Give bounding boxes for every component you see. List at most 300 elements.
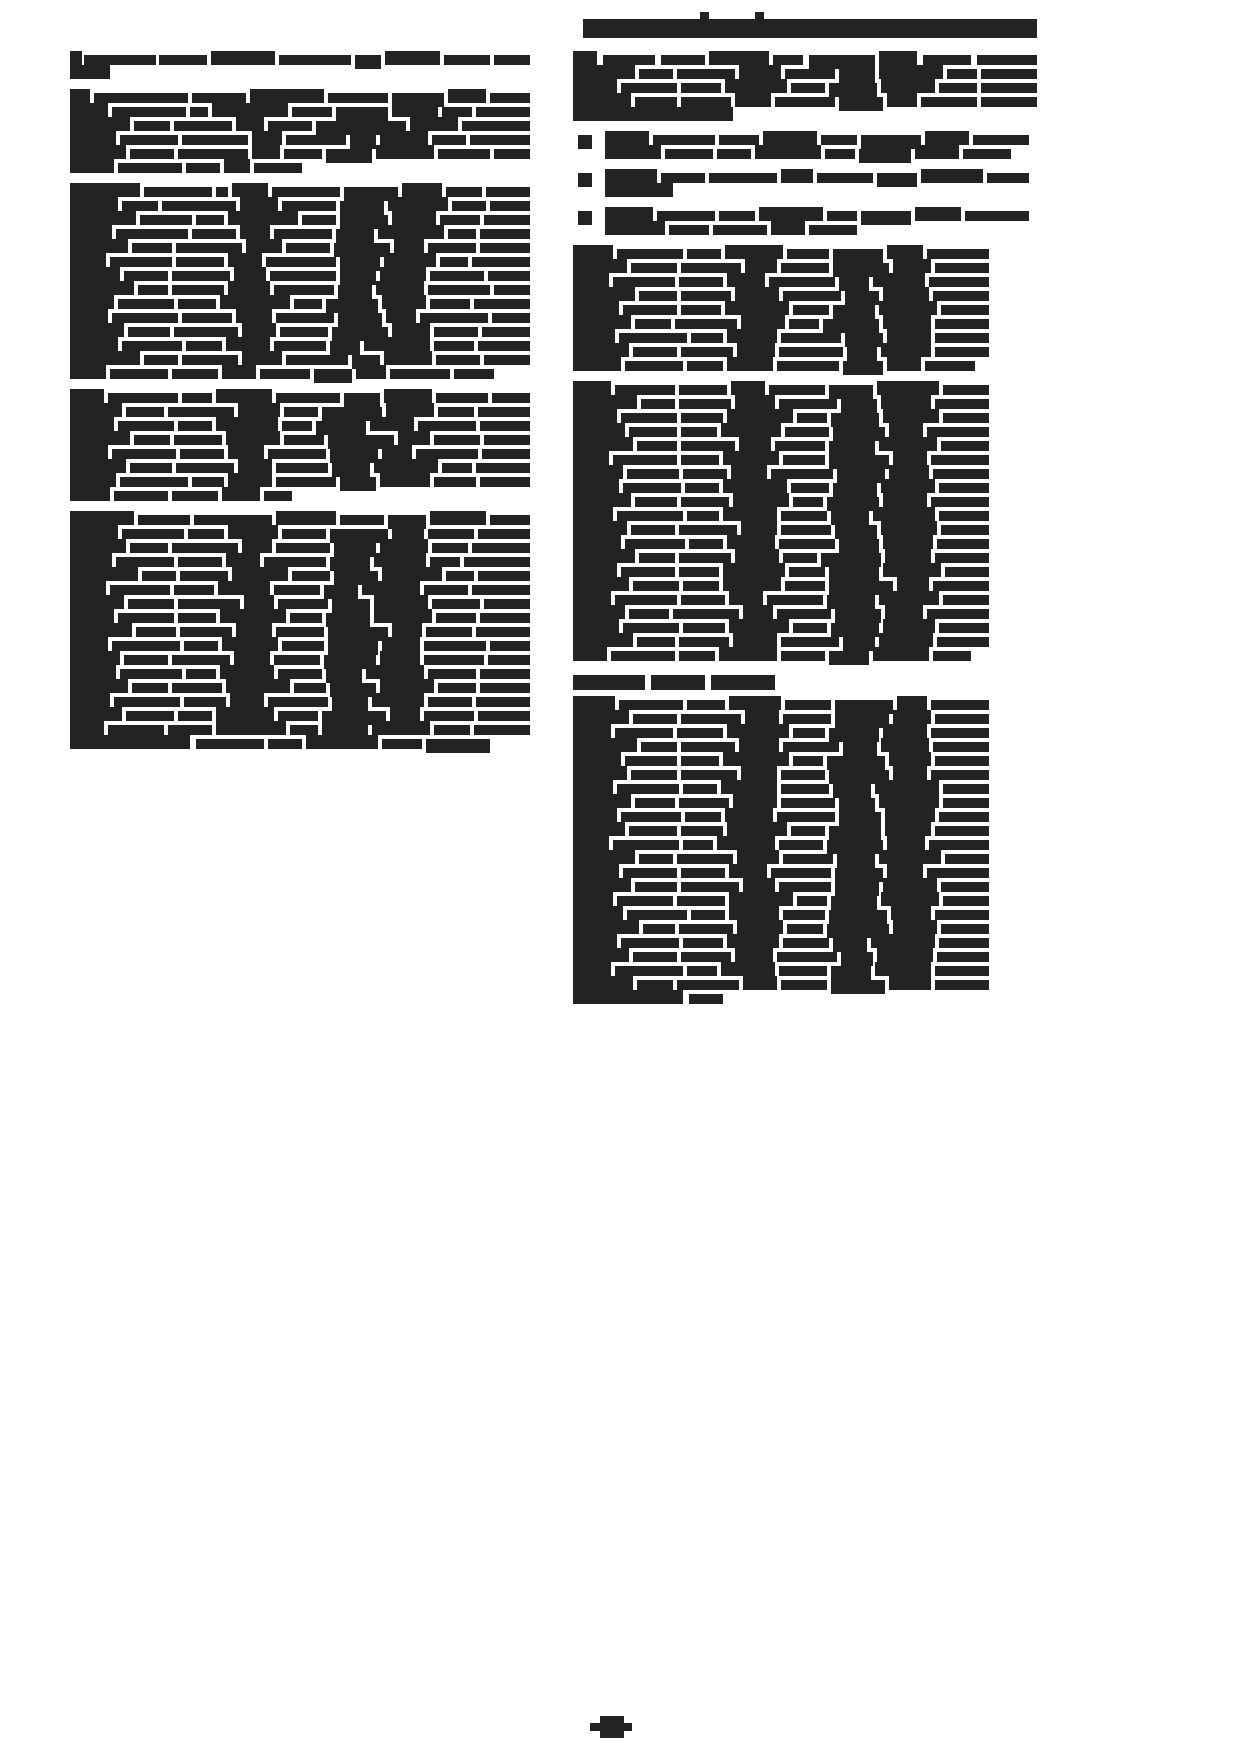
redacted-text-line [605,149,1037,159]
redaction-bar [398,431,430,445]
redaction-bar [190,107,208,117]
redaction-bar [879,65,943,79]
redaction-bar [677,69,735,79]
redaction-bar [789,319,819,329]
redaction-bar [723,507,777,521]
redacted-text-line [573,511,1037,521]
redaction-bar [633,714,677,724]
redaction-bar [356,365,386,379]
list-item-number [578,173,592,187]
redaction-bar [428,697,472,707]
redaction-bar [939,938,989,948]
redaction-bar [192,477,224,487]
redaction-bar [192,93,246,103]
redacted-text-line [70,529,530,539]
redaction-bar [605,169,657,183]
redaction-bar [480,421,530,431]
redaction-bar [921,97,977,107]
redaction-bar [861,135,921,149]
redaction-bar [893,920,937,934]
redaction-bar [138,515,190,525]
redacted-text-line [70,393,530,403]
redaction-bar [394,239,424,253]
redaction-bar [781,263,829,273]
redaction-bar [268,121,312,131]
redaction-bar [362,581,420,595]
redaction-bar [623,623,679,633]
redaction-bar [777,361,839,371]
redaction-bar [276,463,328,473]
redacted-text-line [70,341,530,351]
redaction-bar [687,966,717,976]
redaction-bar [573,850,635,864]
redaction-bar [110,369,168,379]
redaction-bar [573,696,615,710]
redaction-bar [573,836,609,850]
redaction-bar [891,906,931,920]
redaction-bar [931,728,989,738]
redaction-bar [234,651,270,665]
redaction-bar [925,131,969,145]
redaction-bar [436,613,476,623]
redaction-bar [573,343,629,357]
redaction-bar [380,539,428,553]
redaction-bar [573,710,629,724]
header-ascender-mark [755,12,764,20]
redaction-bar [929,840,989,850]
redaction-bar [879,794,939,808]
redaction-bar [392,525,424,539]
redaction-bar [839,277,869,291]
redaction-bar [70,567,138,581]
redaction-bar [681,291,731,301]
redaction-bar [174,435,222,445]
redaction-bar [941,924,989,934]
redaction-bar [729,906,779,920]
redaction-bar [180,449,224,459]
redaction-bar [613,455,677,465]
redaction-bar [779,347,843,357]
redacted-text-line [605,135,1037,145]
redaction-bar [885,822,931,836]
redaction-bar [935,399,989,409]
redaction-bar [933,742,989,752]
redaction-bar [935,553,989,563]
redaction-bar [925,361,975,371]
redaction-bar [434,327,478,337]
redaction-bar [424,641,486,651]
redaction-bar [687,361,723,371]
redaction-bar [737,920,783,934]
redacted-text-line [573,784,1037,794]
redaction-bar [70,665,116,679]
redacted-text-line [70,187,530,197]
redacted-text-line [573,69,1037,79]
redaction-bar [70,145,126,159]
redaction-bar [771,868,831,878]
redacted-text-line [573,882,1037,892]
redaction-bar [332,463,370,477]
redaction-bar [845,333,883,347]
redaction-bar [721,780,777,794]
redaction-bar [821,135,857,145]
redaction-bar [573,259,627,273]
redaction-bar [326,149,372,163]
redaction-bar [681,455,719,465]
redaction-bar [128,599,174,609]
redaction-bar [70,197,118,211]
redaction-bar [340,257,380,271]
redaction-bar [238,403,280,417]
redaction-bar [679,399,731,409]
redaction-bar [613,840,679,850]
redaction-bar [619,333,687,343]
redaction-bar [639,854,673,864]
redaction-bar [70,609,114,623]
redaction-bar [893,451,927,465]
redaction-bar [432,135,466,145]
right-para-1 [573,55,1037,121]
redacted-text-line [70,641,530,651]
redaction-bar [731,465,767,479]
redacted-text-line [605,187,1037,197]
redaction-bar [827,497,879,511]
redaction-bar [833,305,875,319]
redaction-bar [222,487,260,501]
redaction-bar [877,948,933,962]
redaction-bar [685,483,719,493]
redaction-bar [172,655,230,665]
redaction-bar [184,697,226,707]
redaction-bar [781,980,827,990]
redaction-bar [442,107,472,117]
redaction-bar [681,497,729,507]
redaction-bar [122,529,184,539]
redaction-bar [340,201,384,215]
redaction-bar [741,766,777,780]
redaction-bar [735,948,773,962]
redacted-text-line [70,107,530,117]
redaction-bar [114,697,180,707]
redaction-bar [264,557,326,567]
redaction-bar [386,403,434,417]
redacted-text-line [70,463,530,473]
right-text-column [573,55,1037,1018]
redaction-bar [276,627,324,637]
redaction-bar [136,627,176,637]
redaction-bar [679,277,723,287]
redaction-bar [679,525,737,535]
redacted-text-line [573,385,1037,395]
redaction-bar [893,259,931,273]
redaction-bar [334,543,376,557]
redaction-bar [573,724,611,738]
redaction-bar [721,962,775,976]
redaction-bar [194,515,272,525]
redaction-bar [70,337,118,351]
redacted-text-line [70,201,530,211]
redaction-bar [159,55,207,65]
redaction-bar [923,55,971,65]
redaction-bar [687,700,725,710]
redaction-bar [831,623,879,637]
redacted-text-line [70,121,530,131]
redaction-bar [130,463,172,473]
redaction-bar [775,441,825,451]
redaction-bar [573,287,635,301]
redaction-bar [228,473,272,487]
redaction-bar [380,473,430,487]
redaction-bar [268,449,326,459]
redaction-bar [883,409,939,423]
redacted-text-line [70,725,530,735]
redaction-bar [292,571,330,581]
redaction-bar [727,535,775,549]
redaction-bar [432,599,480,609]
redaction-bar [242,539,272,553]
redacted-text-line [605,225,1037,235]
redaction-bar [226,337,270,351]
redaction-bar [70,637,108,651]
redaction-bar [484,355,530,365]
redaction-bar [633,347,677,357]
redaction-bar [220,609,286,623]
redaction-bar [783,742,839,752]
redaction-bar [70,253,106,267]
redaction-bar [122,341,182,351]
redacted-text-line [573,399,1037,409]
redaction-bar [573,794,631,808]
redaction-bar [384,351,432,365]
redaction-bar [432,543,468,553]
redaction-bar [935,333,989,343]
redaction-bar [669,225,709,235]
redacted-text-line [70,627,530,637]
redaction-bar [935,910,989,920]
redaction-bar [883,619,935,633]
redacted-text-line [70,477,530,487]
redaction-bar [785,69,835,79]
redaction-bar [943,413,989,423]
redaction-bar [242,351,282,365]
redacted-text-line [573,55,1037,65]
redaction-bar [276,393,340,403]
redaction-bar [420,313,488,323]
list-item-number [578,211,592,225]
redacted-text-line [573,249,1037,259]
redaction-bar [380,651,420,665]
redaction-bar [484,435,530,445]
redaction-bar [70,183,140,197]
redaction-bar [973,135,1029,145]
redaction-bar [224,159,250,173]
redaction-bar [336,229,374,243]
redaction-bar [793,497,823,507]
redaction-bar [476,463,530,473]
redaction-bar [228,281,270,295]
redaction-bar [931,700,989,710]
redaction-bar [316,421,366,435]
redacted-text-line [573,770,1037,780]
redacted-text-line [70,669,530,679]
redaction-bar [284,149,322,159]
redaction-bar [573,948,629,962]
redacted-text-line [70,449,530,459]
redaction-bar [605,131,649,145]
redaction-bar [490,641,530,651]
redaction-bar [725,245,783,259]
redaction-bar [781,333,841,343]
list-item-number [578,135,592,149]
redaction-bar [883,315,931,329]
redaction-bar [781,511,827,521]
redaction-bar [430,511,486,525]
redaction-bar [657,211,715,221]
redaction-bar [791,483,829,493]
redaction-bar [689,539,723,549]
redaction-bar [573,79,617,93]
redaction-bar [70,511,134,525]
redaction-bar [380,267,426,281]
redaction-bar [689,994,723,1004]
redaction-bar [242,323,276,337]
redaction-bar [871,934,935,948]
redacted-text-line [573,83,1037,93]
redaction-bar [717,149,751,159]
redaction-bar [745,259,777,273]
redaction-bar [781,637,839,647]
redaction-bar [633,581,679,591]
redaction-bar [573,535,621,549]
redaction-bar [735,93,771,107]
redaction-bar [733,493,789,507]
redaction-bar [326,299,378,313]
redaction-bar [943,896,989,906]
redaction-bar [639,69,673,79]
redaction-bar [987,173,1029,183]
redaction-bar [470,135,530,145]
redaction-bar [573,245,613,259]
redaction-bar [484,215,530,225]
redaction-bar [835,714,889,728]
redacted-text-line [70,55,530,65]
redaction-bar [478,711,530,721]
redaction-bar [725,79,787,93]
redaction-bar [176,463,234,473]
redaction-bar [434,341,474,351]
redaction-bar [841,952,873,966]
redacted-text-line [573,868,1037,878]
redaction-bar [735,549,779,563]
redaction-bar [729,892,793,906]
redaction-bar [385,51,440,65]
redaction-bar [915,207,961,221]
redaction-bar [573,93,631,107]
redaction-bar [328,641,378,655]
redaction-bar [709,51,769,65]
redaction-bar [879,850,941,864]
redaction-bar [833,249,883,263]
redacted-text-line [70,613,530,623]
redaction-bar [182,135,248,145]
redaction-bar [617,896,673,906]
redaction-bar [216,389,272,403]
redaction-bar [981,97,1037,107]
redaction-bar [279,55,351,65]
redacted-text-line [573,497,1037,507]
redaction-bar [226,679,290,693]
redaction-bar [885,549,931,563]
redaction-bar [573,738,637,752]
redaction-bar [827,211,857,221]
redaction-bar [314,369,352,383]
redacted-text-line [70,571,530,581]
redaction-bar [176,243,242,253]
redaction-bar [775,97,835,107]
redaction-bar [70,721,104,735]
redaction-bar [783,938,829,948]
redacted-text-line [573,924,1037,934]
redaction-bar [625,756,677,766]
redacted-text-line [70,557,530,567]
redaction-bar [252,131,282,145]
redaction-bar [879,301,937,315]
redaction-bar [112,107,186,117]
redaction-bar [70,431,130,445]
redaction-bar [797,413,827,423]
redaction-bar [268,739,302,749]
redaction-bar [889,423,923,437]
redaction-bar [843,361,883,375]
redaction-bar [573,619,619,633]
redaction-bar [945,567,989,577]
redaction-bar [434,725,470,735]
redaction-bar [781,784,829,794]
redaction-bar [172,285,224,295]
redaction-bar [615,595,677,605]
redaction-bar [573,633,633,647]
redaction-bar [783,553,817,563]
redaction-bar [70,131,116,145]
redaction-bar [829,455,889,469]
redaction-bar [70,459,126,473]
redaction-bar [931,455,989,465]
redaction-bar [272,187,340,197]
redaction-bar [392,103,438,117]
redacted-text-line [573,700,1037,710]
redaction-bar [939,812,989,822]
redaction-bar [374,553,426,567]
redaction-bar [490,93,530,103]
redaction-bar [211,51,275,65]
redaction-bar [174,327,238,337]
redaction-bar [328,93,388,103]
redaction-bar [941,441,989,451]
redaction-bar [144,355,178,365]
redaction-bar [927,868,989,878]
redaction-bar [635,319,671,329]
redaction-bar [573,479,619,493]
redaction-bar [252,145,280,159]
redaction-bar [70,351,140,365]
redacted-text-line [70,711,530,721]
redaction-bar [573,647,607,661]
redaction-bar [743,605,773,619]
redaction-bar [675,319,737,329]
redaction-bar [112,449,176,459]
running-header-rule [583,19,1037,38]
redaction-bar [494,55,530,65]
